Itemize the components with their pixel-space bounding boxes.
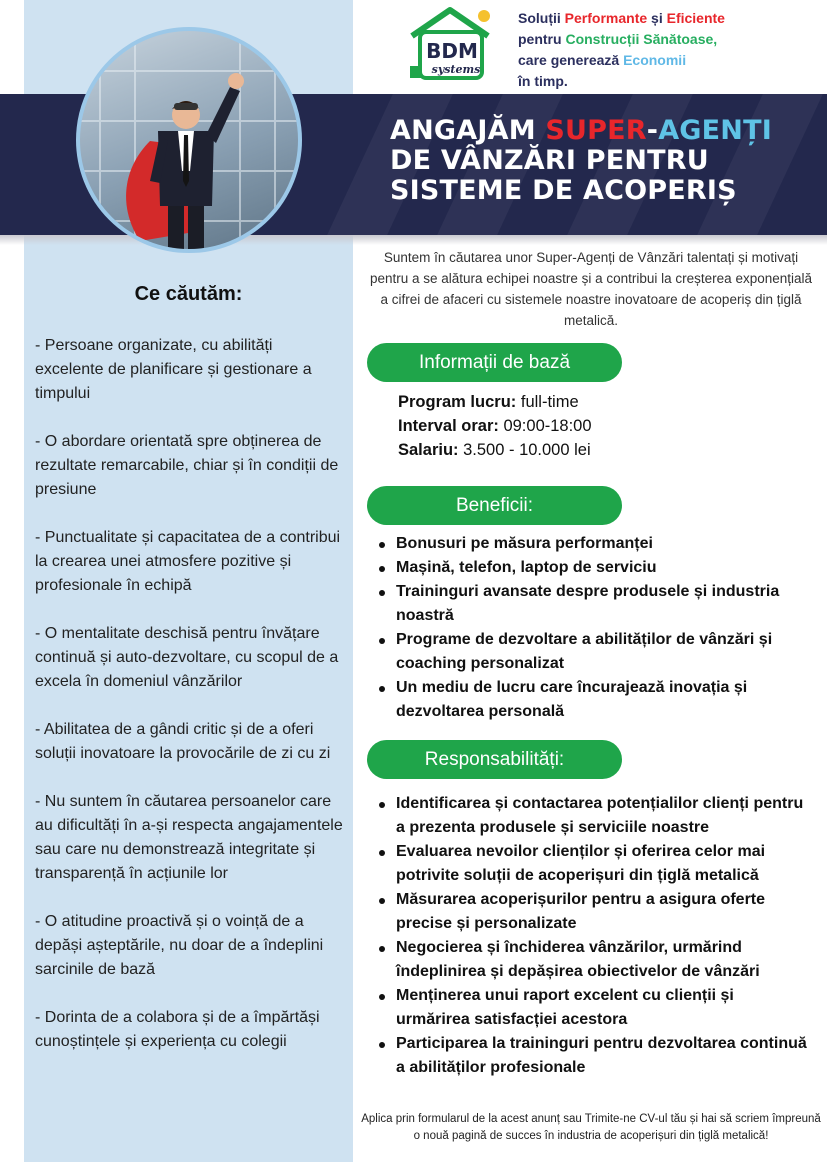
responsibility-item: Participarea la traininguri pentru dezvoltarea continuă a abilităților profesionale	[378, 1032, 808, 1080]
responsibilities-list	[378, 792, 808, 1080]
info-heading: Informații de bază	[367, 343, 622, 382]
logo-sub-text: systems	[431, 63, 481, 76]
responsibility-item: Menținerea unui raport excelent cu clienții și urmărirea satisfacției acestora	[378, 984, 808, 1032]
page-title: ANGAJĂM SUPER-AGENȚI DE VÂNZĂRI PENTRU SISTEME DE ACOPERIȘ	[390, 115, 772, 206]
requirement-item: - O atitudine proactivă și o voință de a depăși așteptările, nu doar de a îndeplini sarcinile de bază	[35, 913, 324, 978]
requirement-item: - Dorinta de a colabora și de a împărtăși cunoștințele și experiența cu colegii	[35, 1009, 320, 1050]
requirement-item: - Punctualitate și capacitatea de a contribui la crearea unei atmosfere pozitive și profesionale în echipă	[35, 529, 341, 594]
benefits-heading: Beneficii:	[367, 486, 622, 525]
responsibility-item: Negocierea și închiderea vânzărilor, urmărind îndeplinirea și depășirea obiectivelor de vânzări	[378, 936, 808, 984]
tagline: Soluții Performante și Eficiente pentru Construcții Sănătoase, care generează Economii în timp.	[518, 10, 725, 89]
requirement-item: - Abilitatea de a gândi critic și de a oferi soluții inovatoare la provocările de zi cu zi	[35, 721, 331, 762]
responsibility-item: Identificarea și contactarea potențialilor clienți pentru a prezenta produsele și serviciile noastre	[378, 792, 808, 840]
requirement-item: - O mentalitate deschisă pentru învățare continuă și auto-dezvoltare, cu scopul de a excela în domeniul vânzărilor	[35, 625, 339, 690]
bdm-systems-logo	[406, 6, 498, 82]
logo-brand-text: BDM	[426, 39, 478, 63]
superhero-businessman-image	[76, 27, 302, 253]
requirement-item: - O abordare orientată spre obținerea de rezultate remarcabile, chiar și în condiții de presiune	[35, 433, 339, 498]
requirements-title: Ce căutăm:	[134, 283, 243, 305]
intro-paragraph: Suntem în căutarea unor Super-Agenți de Vânzări talentați și motivați pentru a se alătura echipei noastre și a contribui la creșterea exponențială a cifrei de afaceri cu sistemele noastre inovatoare de acoperiș din țiglă metalică.	[369, 250, 813, 328]
basic-info: Program lucru: full-time Interval orar: 09:00-18:00 Salariu: 3.500 - 10.000 lei	[398, 393, 592, 459]
benefit-item: Traininguri avansate despre produsele și industria noastră	[378, 580, 808, 628]
benefit-item: Mașină, telefon, laptop de serviciu	[378, 556, 808, 580]
requirement-item: - Persoane organizate, cu abilități excelente de planificare și gestionare a timpului	[35, 337, 312, 402]
benefit-item: Un mediu de lucru care încurajează inovația și dezvoltarea personală	[378, 676, 808, 724]
responsibility-item: Măsurarea acoperișurilor pentru a asigura oferte precise și personalizate	[378, 888, 808, 936]
responsibility-item: Evaluarea nevoilor clienților și oferirea celor mai potrivite soluții de acoperișuri din țiglă metalică	[378, 840, 808, 888]
benefit-item: Programe de dezvoltare a abilităților de vânzări și coaching personalizat	[378, 628, 808, 676]
benefit-item: Bonusuri pe măsura performanței	[378, 532, 808, 556]
footer-call-to-action: Aplica prin formularul de la acest anunț sau Trimite-ne CV-ul tău și hai să scriem împreună o nouă pagină de succes în industria de acoperișuri din țiglă metalică!	[361, 1113, 821, 1142]
requirements-list	[35, 334, 345, 1078]
benefits-list	[378, 532, 808, 724]
responsibilities-heading: Responsabilități:	[367, 740, 622, 779]
banner-shadow	[0, 235, 827, 245]
requirement-item: - Nu suntem în căutarea persoanelor care au dificultăți în a-și respecta angajamentele sau care nu demonstrează integritate și transparență în acțiunile lor	[35, 793, 343, 882]
